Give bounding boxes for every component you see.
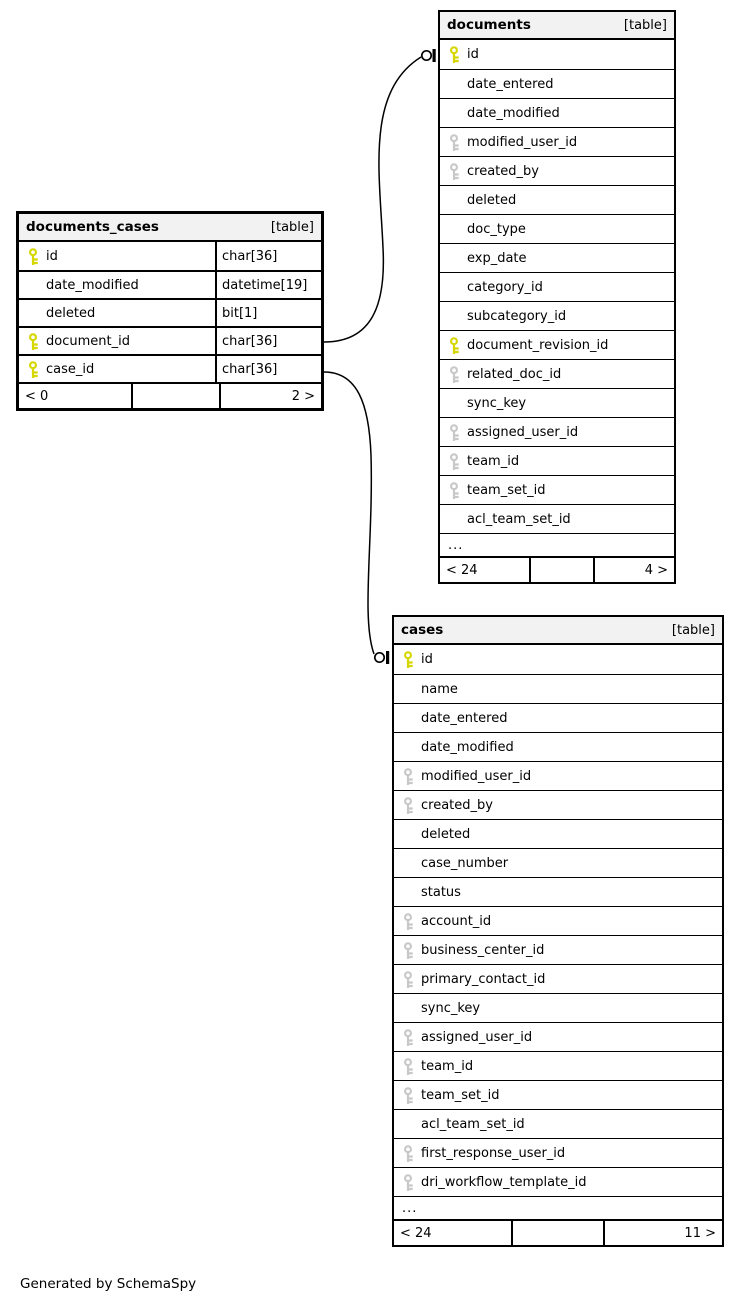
foreign-key-icon	[449, 163, 467, 180]
column-name: date_modified	[421, 739, 514, 755]
column-name: account_id	[421, 913, 492, 929]
column-name: created_by	[421, 797, 493, 813]
column-type: bit[1]	[215, 300, 321, 326]
column-name: case_id	[46, 361, 95, 377]
table-row	[19, 326, 321, 354]
column-name: modified_user_id	[467, 134, 578, 150]
table-row	[440, 185, 674, 214]
table-title[interactable]: documents_cases	[26, 219, 159, 235]
table-row	[394, 732, 722, 761]
foreign-key-icon	[449, 424, 467, 441]
table-header	[394, 617, 722, 645]
column-name: name	[421, 681, 458, 697]
table-rows	[440, 40, 674, 533]
footer-left: < 24	[446, 562, 478, 578]
table-row	[394, 1051, 722, 1080]
truncation-label: ...	[448, 537, 464, 553]
column-name: assigned_user_id	[467, 424, 579, 440]
table-row	[440, 301, 674, 330]
table-badge: [table]	[623, 17, 667, 33]
primary-key-icon	[449, 337, 467, 354]
primary-key-icon	[403, 651, 421, 668]
table-row	[394, 761, 722, 790]
column-name: status	[421, 884, 461, 900]
column-name: subcategory_id	[467, 308, 567, 324]
column-name: first_response_user_id	[421, 1145, 566, 1161]
one-endpoint-bar-documents	[433, 49, 436, 62]
relationship-curve-case-id	[324, 372, 374, 654]
column-name: business_center_id	[421, 942, 545, 958]
table-row	[394, 906, 722, 935]
footer-left: < 24	[400, 1225, 432, 1241]
column-name: category_id	[467, 279, 543, 295]
foreign-key-icon	[403, 1174, 421, 1191]
foreign-key-icon	[403, 1087, 421, 1104]
column-name: doc_type	[467, 221, 526, 237]
truncation-row	[440, 533, 674, 556]
foreign-key-icon	[403, 797, 421, 814]
foreign-key-icon	[403, 913, 421, 930]
footer-right: 2 >	[219, 384, 321, 408]
column-name: document_id	[46, 333, 130, 349]
column-name: team_set_id	[421, 1087, 500, 1103]
table-footer	[19, 382, 321, 408]
column-type: datetime[19]	[215, 272, 321, 298]
table-row	[440, 98, 674, 127]
table-row	[440, 272, 674, 301]
footer-left: < 0	[25, 388, 49, 404]
table-footer	[440, 556, 674, 582]
column-name: id	[467, 47, 479, 62]
table-row	[19, 270, 321, 298]
primary-key-icon	[449, 46, 467, 63]
footer-center	[511, 1221, 603, 1245]
footer-center	[131, 384, 219, 408]
table-row	[440, 330, 674, 359]
table-title[interactable]: documents	[447, 17, 531, 33]
table-row	[394, 877, 722, 906]
table-row	[394, 1109, 722, 1138]
foreign-key-icon	[449, 366, 467, 383]
table-row	[394, 1022, 722, 1051]
column-type: char[36]	[215, 356, 321, 382]
foreign-key-icon	[449, 453, 467, 470]
table-row	[440, 214, 674, 243]
column-name: id	[421, 652, 433, 667]
table-row	[394, 645, 722, 674]
table-row	[394, 674, 722, 703]
table-row	[440, 475, 674, 504]
column-name: assigned_user_id	[421, 1029, 533, 1045]
footer-right: 4 >	[593, 558, 674, 582]
table-header	[19, 214, 321, 242]
one-endpoint-bar-cases	[386, 651, 389, 664]
table-header	[440, 12, 674, 40]
table-row	[440, 243, 674, 272]
table-row	[440, 359, 674, 388]
truncation-row	[394, 1196, 722, 1219]
table-row	[440, 504, 674, 533]
table-rows	[19, 242, 321, 382]
column-name: dri_workflow_template_id	[421, 1174, 587, 1190]
table-row	[440, 156, 674, 185]
one-endpoint-circle-documents	[422, 51, 431, 60]
table-rows	[394, 645, 722, 1196]
one-endpoint-circle-cases	[375, 653, 384, 662]
column-name: related_doc_id	[467, 366, 562, 382]
table-row	[394, 1080, 722, 1109]
table-row	[19, 298, 321, 326]
primary-key-icon	[28, 333, 46, 350]
foreign-key-icon	[449, 134, 467, 151]
table-footer	[394, 1219, 722, 1245]
column-name: case_number	[421, 855, 509, 871]
primary-key-icon	[28, 248, 46, 265]
table-row	[394, 848, 722, 877]
table-row	[440, 388, 674, 417]
foreign-key-icon	[403, 1058, 421, 1075]
column-name: deleted	[467, 192, 517, 208]
column-name: team_id	[467, 453, 520, 469]
column-name: date_entered	[421, 710, 508, 726]
column-name: sync_key	[421, 1000, 481, 1016]
foreign-key-icon	[403, 1145, 421, 1162]
column-name: exp_date	[467, 250, 527, 266]
column-name: deleted	[46, 305, 96, 321]
column-type: char[36]	[215, 328, 321, 354]
table-row	[440, 127, 674, 156]
foreign-key-icon	[403, 768, 421, 785]
table-row	[394, 819, 722, 848]
table-documents-cases[interactable]	[16, 211, 324, 411]
table-badge: [table]	[270, 219, 314, 235]
table-badge: [table]	[671, 622, 715, 638]
table-row	[440, 40, 674, 69]
column-name: date_entered	[467, 76, 554, 92]
table-row	[394, 703, 722, 732]
generator-credit: Generated by SchemaSpy	[20, 1276, 197, 1292]
table-row	[440, 417, 674, 446]
table-row	[394, 1138, 722, 1167]
table-row	[394, 935, 722, 964]
table-title[interactable]: cases	[401, 622, 444, 638]
column-name: primary_contact_id	[421, 971, 546, 987]
footer-right: 11 >	[603, 1221, 722, 1245]
column-name: document_revision_id	[467, 337, 609, 353]
column-name: acl_team_set_id	[467, 511, 571, 527]
footer-center	[529, 558, 593, 582]
column-name: sync_key	[467, 395, 527, 411]
primary-key-icon	[28, 361, 46, 378]
column-name: date_modified	[467, 105, 560, 121]
column-name: team_id	[421, 1058, 474, 1074]
column-name: id	[46, 248, 58, 264]
table-row	[394, 790, 722, 819]
table-documents[interactable]	[438, 10, 676, 584]
column-name: acl_team_set_id	[421, 1116, 525, 1132]
column-name: created_by	[467, 163, 539, 179]
table-row	[19, 354, 321, 382]
table-row	[440, 446, 674, 475]
foreign-key-icon	[449, 482, 467, 499]
table-row	[440, 69, 674, 98]
column-name: team_set_id	[467, 482, 546, 498]
foreign-key-icon	[403, 971, 421, 988]
table-row	[394, 993, 722, 1022]
foreign-key-icon	[403, 1029, 421, 1046]
relationship-curve-document-id	[324, 57, 421, 342]
table-row	[394, 964, 722, 993]
table-cases[interactable]	[392, 615, 724, 1247]
table-row	[394, 1167, 722, 1196]
foreign-key-icon	[403, 942, 421, 959]
column-name: deleted	[421, 826, 471, 842]
table-row	[19, 242, 321, 270]
column-type: char[36]	[215, 242, 321, 270]
truncation-label: ...	[402, 1200, 418, 1216]
column-name: modified_user_id	[421, 768, 532, 784]
column-name: date_modified	[46, 277, 139, 293]
